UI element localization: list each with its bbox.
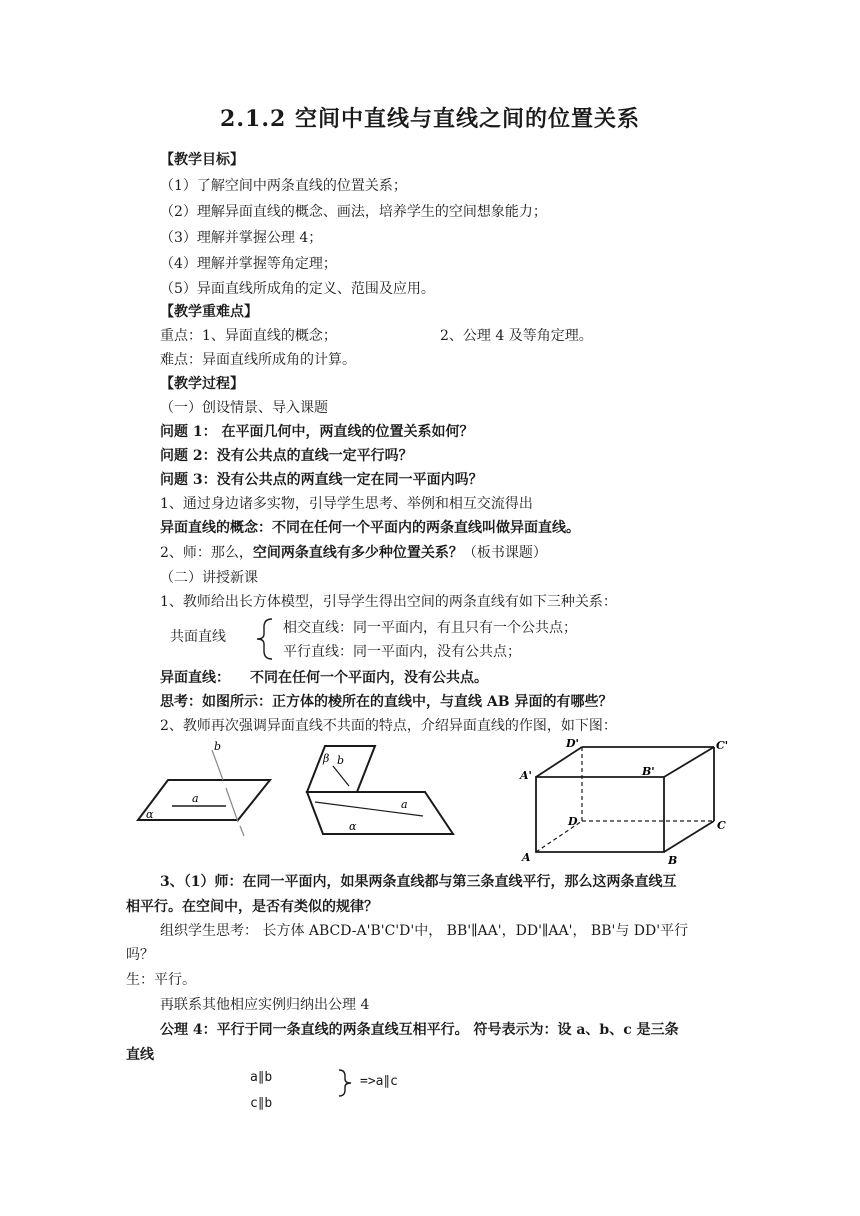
skew-lines-figure-plane (130, 740, 280, 850)
vertex-a: A (522, 851, 531, 864)
brace-icon (254, 617, 276, 661)
step-4: 2、教师再次强调异面直线不共面的特点，介绍异面直线的作图，如下图： (160, 718, 617, 734)
para-3-line-1: 3、（1）师：在同一平面内，如果两条直线都与第三条直线平行，那么这两条直线互 (160, 874, 677, 890)
step-1: 1、通过身边诸多实物，引导学生思考、举例和相互交流得出 (160, 496, 533, 512)
skew-lines-figure-two-planes (295, 742, 465, 842)
skew-definition: 异面直线： 不同在任何一个平面内，没有公共点。 (160, 670, 488, 686)
objective-item: （1）了解空间中两条直线的位置关系； (160, 178, 407, 194)
symbol-result: =>a∥c (360, 1074, 398, 1089)
vertex-d: D (568, 815, 578, 828)
line-b-label: b (214, 740, 222, 753)
induce-axiom: 再联系其他相应实例归纳出公理 4 (160, 997, 370, 1013)
question-1: 问题 1： 在平面几何中，两直线的位置关系如何？ (160, 424, 474, 440)
question-2: 问题 2：没有公共点的直线一定平行吗？ (160, 448, 413, 464)
axiom-line-1: 公理 4：平行于同一条直线的两条直线互相平行。 符号表示为：设 a、b、c 是三条 (160, 1022, 679, 1038)
objective-item: （3）理解并掌握公理 4； (160, 230, 323, 246)
organize-line-2: 吗？ (126, 947, 154, 963)
key-point-2: 2、公理 4 及等角定理。 (440, 328, 593, 344)
para-3-line-2: 相平行。在空间中，是否有类似的规律？ (126, 899, 378, 915)
vertex-c: C (717, 819, 726, 832)
vertex-b-prime: B' (642, 765, 655, 778)
line-a-label: a (192, 792, 199, 805)
question-3: 问题 3：没有公共点的两直线一定在同一平面内吗？ (160, 472, 483, 488)
closing-brace-icon (335, 1068, 357, 1098)
keypoints-heading: 【教学重难点】 (160, 304, 258, 320)
part-one-heading: （一）创设情景、导入课题 (160, 400, 328, 416)
axiom-line-2: 直线 (126, 1047, 154, 1063)
think-question: 思考：如图所示：正方体的棱所在的直线中，与直线 AB 异面的有哪些？ (160, 694, 613, 710)
cuboid-figure (510, 735, 740, 870)
key-point-1: 重点：1、异面直线的概念； (160, 328, 337, 344)
student-answer: 生：平行。 (126, 972, 196, 988)
vertex-b: B (668, 854, 678, 867)
objectives-heading: 【教学目标】 (160, 152, 244, 168)
parallel-lines: 平行直线：同一平面内，没有公共点； (283, 644, 521, 660)
coplanar-label: 共面直线 (170, 629, 226, 645)
step-2: 2、师：那么，空间两条直线有多少种位置关系？（板书课题） (160, 545, 547, 561)
objective-item: （2）理解异面直线的概念、画法，培养学生的空间想象能力； (160, 204, 547, 220)
vertex-c-prime: C' (716, 739, 729, 752)
line-b-label: b (337, 754, 345, 767)
intersect-lines: 相交直线：同一平面内，有且只有一个公共点； (283, 620, 577, 636)
step-3: 1、教师给出长方体模型，引导学生得出空间的两条直线有如下三种关系： (160, 594, 617, 610)
difficulty: 难点：异面直线所成角的计算。 (160, 352, 356, 368)
vertex-d-prime: D' (566, 737, 579, 750)
plane-alpha-label: α (349, 820, 357, 833)
part-two-heading: （二）讲授新课 (160, 570, 258, 586)
process-heading: 【教学过程】 (160, 376, 244, 392)
objective-item: （4）理解并掌握等角定理； (160, 256, 337, 272)
plane-alpha-label: α (146, 808, 154, 821)
organize-line-1: 组织学生思考： 长方体 ABCD-A'B'C'D'中， BB'∥AA'，DD'∥AA'， BB'与 DD'平行 (160, 923, 689, 939)
skew-concept: 异面直线的概念：不同在任何一个平面内的两条直线叫做异面直线。 (160, 520, 580, 536)
vertex-a-prime: A' (520, 769, 532, 782)
plane-beta-label: β (323, 752, 330, 765)
symbol-a-parallel-b: a∥b (250, 1070, 273, 1085)
page-title: 2.1.2 空间中直线与直线之间的位置关系 (220, 106, 640, 132)
line-a-label: a (401, 798, 408, 811)
symbol-c-parallel-b: c∥b (250, 1096, 273, 1111)
objective-item: （5）异面直线所成角的定义、范围及应用。 (160, 281, 435, 297)
